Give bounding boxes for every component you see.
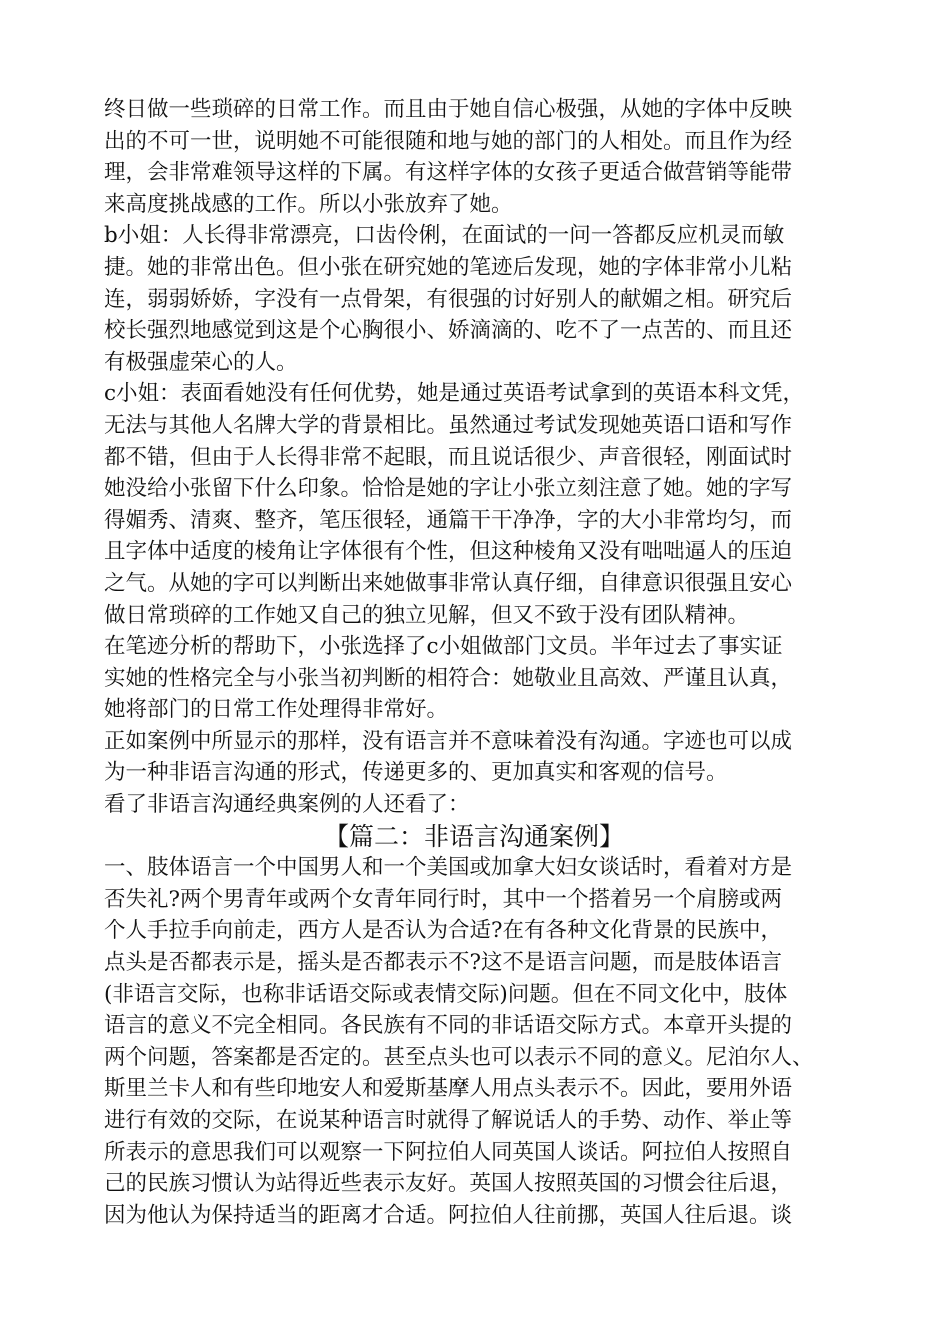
text-line: 且字体中适度的棱角让字体很有个性，但这种棱角又没有咄咄逼人的压迫 (104, 539, 793, 565)
text-line: 斯里兰卡人和有些印地安人和爱斯基摩人用点头表示不。因此，要用外语 (104, 1076, 793, 1102)
text-line: 有极强虚荣心的人。 (104, 349, 298, 375)
document-page (104, 94, 864, 1231)
text-line: 语言的意义不完全相同。各民族有不同的非话语交际方式。本章开头提的 (104, 1013, 793, 1039)
text-line: 她没给小张留下什么印象。恰恰是她的字让小张立刻注意了她。她的字写 (104, 476, 793, 502)
text-line: 进行有效的交际，在说某种语言时就得了解说话人的手势、动作、举止等 (104, 1108, 793, 1133)
section-heading: 【篇二：非语言沟通案例】 (323, 821, 624, 851)
text-line: 两个问题，答案都是否定的。甚至点头也可以表示不同的意义。尼泊尔人、 (104, 1044, 814, 1070)
text-line: 正如案例中所显示的那样，没有语言并不意味着没有沟通。字迹也可以成 (104, 728, 793, 754)
text-line: 理，会非常难领导这样的下属。有这样字体的女孩子更适合做营销等能带 (104, 160, 793, 186)
text-line: 看了非语言沟通经典案例的人还看了： (104, 792, 470, 818)
text-line: 无法与其他人名牌大学的背景相比。虽然通过考试发现她英语口语和写作 (104, 412, 793, 438)
text-line: 否失礼?两个男青年或两个女青年同行时，其中一个搭着另一个肩膀或两 (104, 886, 783, 912)
text-line: 己的民族习惯认为站得近些表示友好。英国人按照英国的习惯会往后退， (104, 1171, 793, 1197)
text-line: 之气。从她的字可以判断出来她做事非常认真仔细，自律意识很强且安心 (104, 570, 793, 596)
text-line: 所表示的意思我们可以观察一下阿拉伯人同英国人谈话。阿拉伯人按照自 (104, 1139, 793, 1165)
text-line: 一、肢体语言一个中国男人和一个美国或加拿大妇女谈话时，看着对方是 (104, 855, 793, 881)
text-line: 点头是否都表示是，摇头是否都表示不?这不是语言问题，而是肢体语言 (104, 950, 783, 976)
text-line: c小姐：表面看她没有任何优势，她是通过英语考试拿到的英语本科文凭， (104, 381, 805, 407)
text-line: 在笔迹分析的帮助下，小张选择了c小姐做部门文员。半年过去了事实证 (104, 634, 783, 660)
text-line: 来高度挑战感的工作。所以小张放弃了她。 (104, 191, 513, 217)
text-line: 校长强烈地感觉到这是个心胸很小、娇滴滴的、吃不了一点苦的、而且还 (104, 318, 793, 344)
text-line: 出的不可一世，说明她不可能很随和地与她的部门的人相处。而且作为经 (104, 128, 793, 154)
text-line: b小姐：人长得非常漂亮，口齿伶俐，在面试的一问一答都反应机灵而敏 (104, 223, 785, 249)
text-line: 终日做一些琐碎的日常工作。而且由于她自信心极强，从她的字体中反映 (104, 97, 793, 122)
text-line: 她将部门的日常工作处理得非常好。 (104, 697, 449, 723)
text-line: 为一种非语言沟通的形式，传递更多的、更加真实和客观的信号。 (104, 760, 728, 786)
text-line: 实她的性格完全与小张当初判断的相符合：她敬业且高效、严谨且认真， (104, 665, 793, 691)
text-line: 捷。她的非常出色。但小张在研究她的笔迹后发现，她的字体非常小儿粘 (104, 254, 793, 280)
text-line: 得媚秀、清爽、整齐，笔压很轻，通篇干干净净，字的大小非常均匀，而 (104, 507, 793, 533)
text-line: 都不错，但由于人长得非常不起眼，而且说话很少、声音很轻，刚面试时 (104, 444, 793, 470)
text-line: 个人手拉手向前走，西方人是否认为合适?在有各种文化背景的民族中， (104, 918, 783, 944)
text-line: 做日常琐碎的工作她又自己的独立见解，但又不致于没有团队精神。 (104, 602, 750, 628)
text-line: 连，弱弱娇娇，字没有一点骨架，有很强的讨好别人的献媚之相。研究后 (104, 286, 793, 312)
text-line: (非语言交际，也称非话语交际或表情交际)问题。但在不同文化中，肢体 (104, 981, 788, 1007)
text-line: 因为他认为保持适当的距离才合适。阿拉伯人往前挪，英国人往后退。谈 (104, 1202, 793, 1228)
